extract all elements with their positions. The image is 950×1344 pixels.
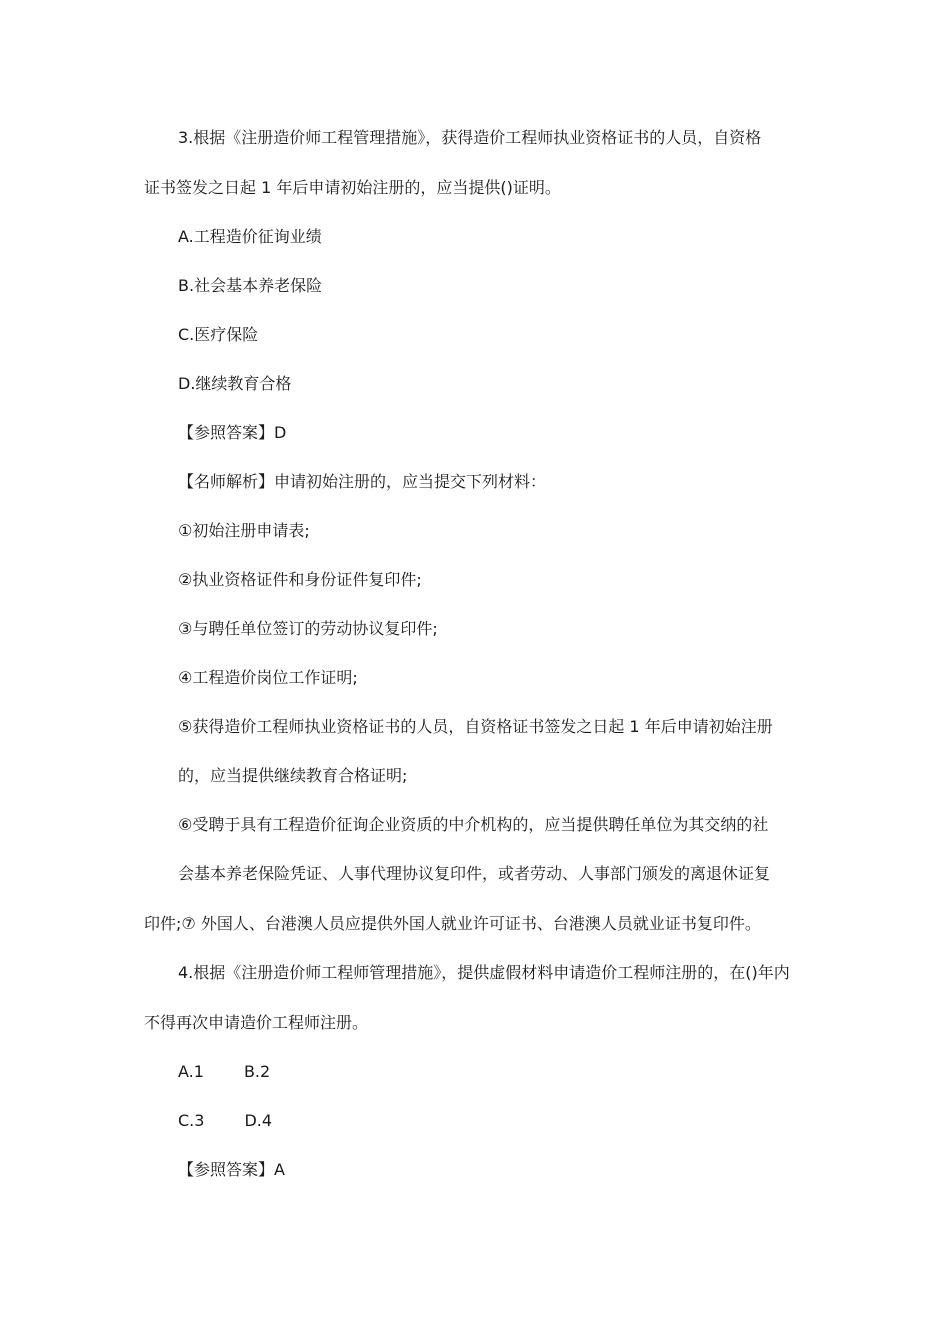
q3-option-a: A.工程造价征询业绩 — [178, 227, 322, 246]
q4-option-d: D.4 — [244, 1111, 273, 1130]
q4-option-a: A.1 — [178, 1062, 204, 1081]
q4-options-row1 — [178, 1061, 270, 1083]
q3-analysis-intro: 【名师解析】申请初始注册的，应当提交下列材料： — [178, 472, 547, 491]
q3-option-c: C.医疗保险 — [178, 325, 259, 344]
q4-options-row2 — [178, 1110, 272, 1132]
q3-item-5-line1: ⑤获得造价工程师执业资格证书的人员，自资格证书签发之日起 1 年后申请初始注册 — [178, 717, 773, 736]
q4-stem-line2: 不得再次申请造价工程师注册。 — [144, 1013, 369, 1032]
q4-answer: 【参照答案】A — [178, 1160, 285, 1179]
q4-option-c: C.3 — [178, 1111, 205, 1130]
q4-stem-line1: 4.根据《注册造价师工程师管理措施》，提供虚假材料申请造价工程师注册的，在()年内 — [178, 963, 790, 982]
q3-option-b: B.社会基本养老保险 — [178, 276, 323, 295]
q3-option-d: D.继续教育合格 — [178, 374, 292, 393]
q3-item-6-line2: 会基本养老保险凭证、人事代理协议复印件，或者劳动、人事部门颁发的离退休证复 — [178, 864, 771, 883]
q3-stem-line2: 证书签发之日起 1 年后申请初始注册的，应当提供()证明。 — [144, 178, 561, 197]
q3-stem-line1: 3.根据《注册造价师工程管理措施》，获得造价工程师执业资格证书的人员，自资格 — [178, 128, 762, 147]
q3-item-1: ①初始注册申请表; — [178, 521, 310, 540]
q3-item-4: ④工程造价岗位工作证明; — [178, 668, 358, 687]
q3-item-3: ③与聘任单位签订的劳动协议复印件; — [178, 619, 438, 638]
q3-item-6-line1: ⑥受聘于具有工程造价征询企业资质的中介机构的，应当提供聘任单位为其交纳的社 — [178, 815, 769, 834]
q3-item-6-line3: 印件;⑦ 外国人、台港澳人员应提供外国人就业许可证书、台港澳人员就业证书复印件。 — [144, 914, 761, 933]
q3-item-2: ②执业资格证件和身份证件复印件; — [178, 570, 422, 589]
q3-item-5-line2: 的，应当提供继续教育合格证明; — [178, 766, 408, 785]
q3-answer: 【参照答案】D — [178, 423, 287, 442]
q4-option-b: B.2 — [243, 1062, 271, 1081]
